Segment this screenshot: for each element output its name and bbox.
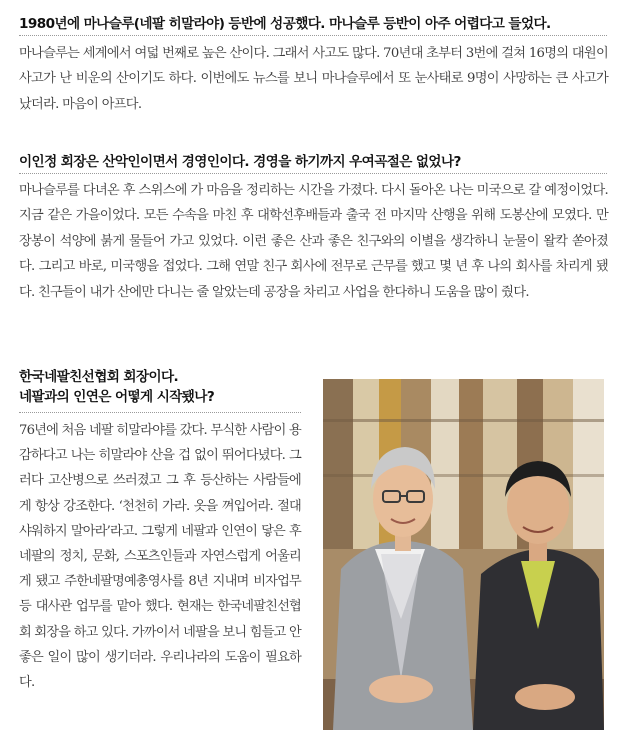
answer-3-paragraph: 76년에 처음 네팔 히말라야를 갔다. 무식한 사람이 용감하다고 나는 히말라야 산을 겁 없이 뛰어다녔다. 그러다 고산병으로 쓰러졌고 그 후 등산하는 사람들에게 항상 강조한다. ‘천천히 가라. 옷을 껴입어라. 절대 샤워하지 말아라’라고. 그렇게 네팔과 인연이 닿은 후 네팔의 정치, 문화, 스포츠인들과 자연스럽게 어울리게 됐고 주한네팔명예총영사를 8년 지내며 비자업무 등 대사관 업무를 맡아 했다. 현재는 한국네팔친선협회 회장을 하고 있다. 가까이서 네팔을 보니 힘들고 안 좋은 일이 많이 생기더라. 우리나라의 도움이 필요하다. (19, 423, 301, 691)
question-3-divider (19, 412, 301, 413)
answer-1-paragraph: 마나슬루는 세계에서 여덟 번째로 높은 산이다. 그래서 사고도 많다. 70년대 초부터 3번에 걸쳐 16명의 대원이 사고가 난 비운의 산이기도 하다. 이번에도 뉴스를 보니 마나슬루에서 또 눈사태로 9명이 사망하는 큰 사고가 났더라. 마음이 아프다. (19, 46, 608, 112)
question-2-divider (19, 173, 607, 174)
question-3-line-1: 한국네팔친선협회 회장이다. (19, 369, 179, 385)
two-men-portrait-image (323, 379, 604, 730)
question-1-heading: 1980년에 마나슬루(네팔 히말라야) 등반에 성공했다. 마나슬루 등반이 아주 어렵다고 들었다. (19, 16, 551, 32)
question-2-heading: 이인정 회장은 산악인이면서 경영인이다. 경영을 하기까지 우여곡절은 없었나? (19, 154, 461, 170)
interview-photo (323, 379, 604, 730)
answer-2-paragraph: 마나슬루를 다녀온 후 스위스에 가 마음을 정리하는 시간을 가졌다. 다시 돌아온 나는 미국으로 갈 예정이었다. 지금 같은 가을이었다. 모든 수속을 마친 후 대학선후배들과 출국 전 마지막 산행을 위해 도봉산에 모였다. 만장봉이 석양에 붉게 물들어 가고 있었다. 이런 좋은 산과 좋은 친구와의 이별을 생각하니 눈물이 왈칵 쏟아졌다. 그리고 바로, 미국행을 접었다. 그해 연말 친구 회사에 전무로 근무를 했고 몇 년 후 나의 회사를 차리게 됐다. 친구들이 내가 산에만 다니는 줄 알았는데 공장을 차리고 사업을 한다하니 도움을 많이 줬다. (19, 183, 608, 300)
question-1-divider (19, 35, 607, 36)
question-3-line-2: 네팔과의 인연은 어떻게 시작됐나? (19, 389, 215, 405)
question-3-heading (19, 367, 214, 407)
